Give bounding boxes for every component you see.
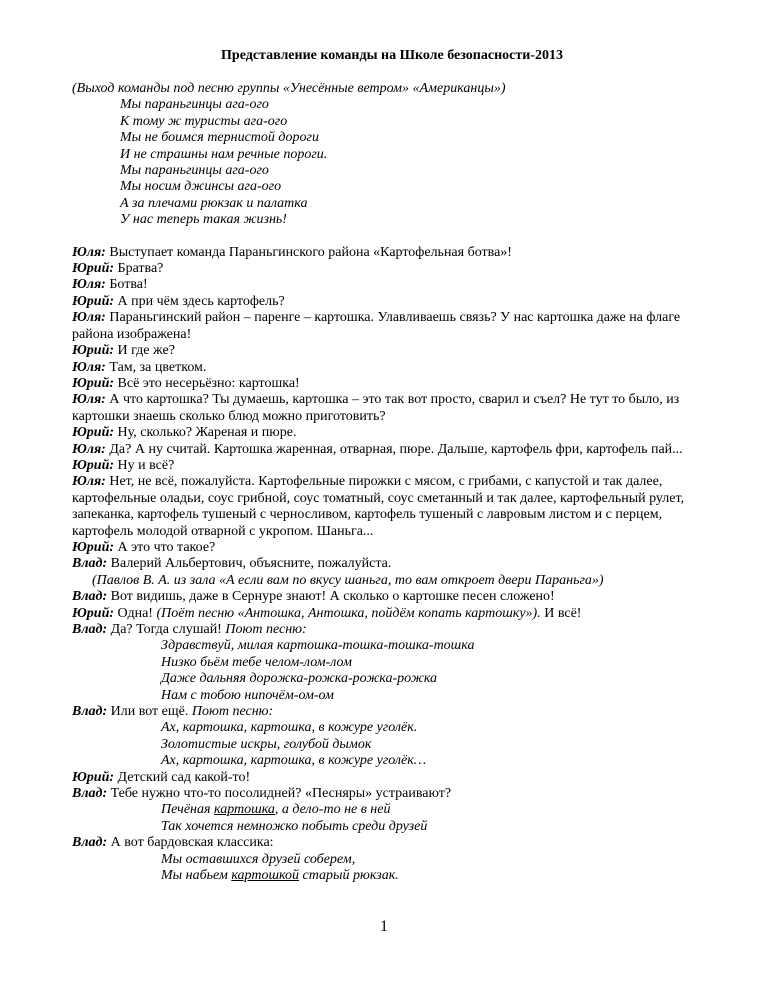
song-potato <box>72 638 712 704</box>
speaker: Юрий: <box>72 605 115 621</box>
speaker: Юля: <box>72 244 106 260</box>
dialogue-line <box>72 442 712 458</box>
speaker: Юрий: <box>72 539 115 555</box>
song-line: Печёная картошка, а дело-то не в ней <box>161 802 391 818</box>
replica: Вот видишь, даже в Сернуре знают! А сколько о картошке песен сложено! <box>107 589 555 605</box>
dialogue-line <box>72 835 712 851</box>
speaker: Юрий: <box>72 375 115 391</box>
replica: Там, за цветком. <box>105 359 207 375</box>
dialogue-line <box>72 770 712 786</box>
speaker: Юля: <box>72 441 106 457</box>
dialogue-line <box>72 786 712 802</box>
speaker: Влад: <box>72 786 108 802</box>
intro-remark: (Выход команды под песню группы «Унесённые ветром» «Американцы») <box>72 81 506 96</box>
replica: Или вот ещё. <box>107 704 192 720</box>
dialogue-line <box>72 261 712 277</box>
dialogue-line <box>72 474 712 540</box>
song-line: Мы параньгинцы ага-ого <box>120 163 269 179</box>
song-line: Мы не боимся тернистой дороги <box>120 130 319 146</box>
dialogue-line <box>72 704 712 720</box>
stage-remark: (Поёт песню «Антошка, Антошка, пойдём копать картошку»). <box>156 605 541 621</box>
dialogue-line <box>72 540 712 556</box>
dialogue-line <box>72 556 712 572</box>
speaker: Влад: <box>72 622 108 637</box>
song-line: К тому ж туристы ага-ого <box>120 113 288 129</box>
replica: Да? Тогда слушай! <box>107 622 226 637</box>
speaker: Юля: <box>72 310 106 326</box>
stage-remark: Поют песню: <box>191 704 274 720</box>
replica: А вот бардовская классика: <box>107 835 274 851</box>
stage-remark: Поют песню: <box>225 622 307 637</box>
dialogue-line <box>72 622 712 638</box>
replica: И всё! <box>540 605 582 621</box>
song-line: Ах, картошка, картошка, в кожуре уголёк… <box>161 753 427 769</box>
replica: Тебе нужно что-то посолидней? «Песняры» устраивают? <box>107 786 452 802</box>
song-ah-potato <box>72 720 712 769</box>
dialogue-line <box>72 376 712 392</box>
song-line: И не страшны нам речные пороги. <box>120 146 328 162</box>
replica: Да? А ну считай. Картошка жаренная, отварная, пюре. Дальше, картофель фри, картофель пай... <box>105 441 683 457</box>
speaker: Юля: <box>72 359 106 375</box>
document-title: Представление команды на Школе безопасности-2013 <box>221 48 563 63</box>
document-page <box>72 48 712 885</box>
replica: А это что такое? <box>114 539 216 555</box>
speaker: Юрий: <box>72 293 115 309</box>
dialogue <box>72 245 712 885</box>
song-line: Так хочется немножко побыть среди друзей <box>161 818 428 834</box>
replica: Братва? <box>114 261 164 277</box>
song-line: Нам с тобою нипочём-ом-ом <box>161 687 334 703</box>
song-line: Низко бьём тебе челом-лом-лом <box>161 654 352 670</box>
underlined-word: картошкой <box>231 868 300 884</box>
replica: Ботва! <box>105 277 148 293</box>
song-line: У нас теперь такая жизнь! <box>120 212 287 228</box>
replica: Всё это несерьёзно: картошка! <box>114 375 300 391</box>
replica: Одна! <box>114 605 157 621</box>
song-pesnyary <box>72 802 712 835</box>
speaker: Юрий: <box>72 769 115 785</box>
speaker: Юля: <box>72 277 106 293</box>
song-bard <box>72 852 712 885</box>
song-line: Золотистые искры, голубой дымок <box>161 736 372 752</box>
song-line: Здравствуй, милая картошка-тошка-тошка-тошка <box>161 638 475 654</box>
speaker: Юрий: <box>72 343 115 359</box>
speaker: Юрий: <box>72 457 115 473</box>
replica: Нет, не всё, пожалуйста. Картофельные пирожки с мясом, с грибами, с капустой и так далее, картофельные оладьи, соус грибной, соус томатный, соус сметанный и так далее, картофельный рулет, запеканка, картофель тушеный с черносливом, картофель тушеный с лавровым листом и с перцем, картофель молодой отварной с укропом. Шаньга... <box>72 474 685 539</box>
dialogue-line <box>72 360 712 376</box>
speaker: Юля: <box>72 392 106 408</box>
dialogue-line <box>72 589 712 605</box>
underlined-word: картошка <box>214 802 275 818</box>
dialogue-line <box>72 294 712 310</box>
replica: Детский сад какой-то! <box>114 769 251 785</box>
dialogue-line <box>72 245 712 261</box>
speaker: Юрий: <box>72 425 115 441</box>
replica: Выступает команда Параньгинского района «Картофельная ботва»! <box>105 244 512 260</box>
dialogue-line <box>72 606 712 622</box>
page-number: 1 <box>380 918 388 935</box>
dialogue-line <box>72 458 712 474</box>
song-line: А за плечами рюкзак и палатка <box>120 195 308 211</box>
stage-remark: (Павлов В. А. из зала «А если вам по вкусу шаньга, то вам откроет двери Параньга») <box>92 572 604 588</box>
dialogue-line <box>72 392 712 425</box>
song-line: Мы набьем картошкой старый рюкзак. <box>161 868 399 884</box>
speaker: Влад: <box>72 704 108 720</box>
song-line: Мы оставшихся друзей соберем, <box>161 851 356 867</box>
replica: Параньгинский район – паренге – картошка. Улавливаешь связь? У нас картошка даже на флаге района изображена! <box>72 310 681 342</box>
dialogue-line <box>72 310 712 343</box>
replica: А что картошка? Ты думаешь, картошка – это так вот просто, сварил и съел? Не тут то было, из картошки знаешь сколько блюд можно приготовить? <box>72 392 680 424</box>
replica: Валерий Альбертович, объясните, пожалуйста. <box>107 556 392 572</box>
song-americans <box>72 97 712 228</box>
dialogue-line <box>72 277 712 293</box>
replica: Ну, сколько? Жареная и пюре. <box>114 425 297 441</box>
dialogue-line <box>72 425 712 441</box>
speaker: Влад: <box>72 589 108 605</box>
speaker: Юрий: <box>72 261 115 277</box>
speaker: Влад: <box>72 835 108 851</box>
song-line: Ах, картошка, картошка, в кожуре уголёк. <box>161 720 418 736</box>
replica: А при чём здесь картофель? <box>114 293 285 309</box>
song-line: Даже дальняя дорожка-рожка-рожка-рожка <box>161 671 438 687</box>
speaker: Влад: <box>72 556 108 572</box>
replica: Ну и всё? <box>114 457 175 473</box>
speaker: Юля: <box>72 474 106 490</box>
song-line: Мы носим джинсы ага-ого <box>120 179 282 195</box>
song-line: Мы параньгинцы ага-ого <box>120 97 269 113</box>
replica: И где же? <box>114 343 175 359</box>
dialogue-line <box>72 343 712 359</box>
